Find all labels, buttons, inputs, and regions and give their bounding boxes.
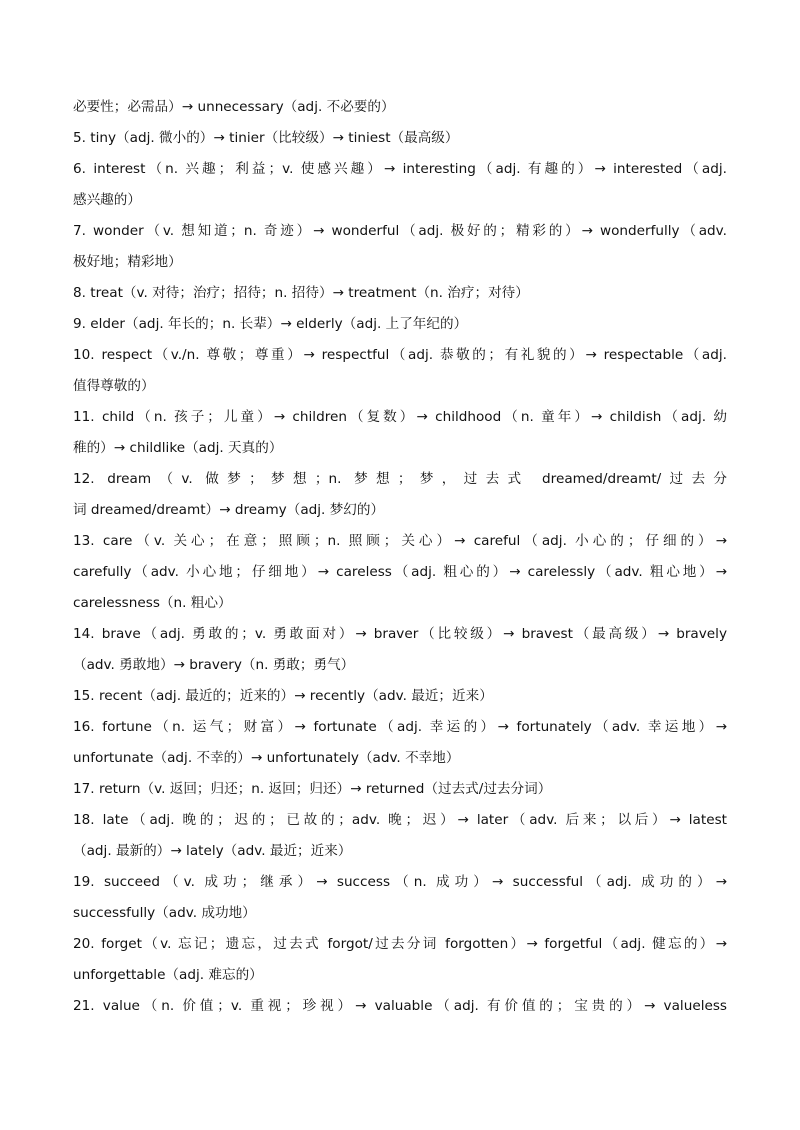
text-line: 6. interest（n. 兴趣；利益；v. 使感兴趣）→ interesting（adj. 有趣的）→ interested（adj. xyxy=(73,161,727,177)
text-line: unfortunate（adj. 不幸的）→ unfortunately（adv. 不幸地） xyxy=(73,750,460,766)
text-line: 16. fortune（n. 运气；财富）→ fortunate（adj. 幸运的）→ fortunately（adv. 幸运地）→ xyxy=(73,719,727,735)
text-line: 12. dream（v. 做梦；梦想；n. 梦想；梦，过去式 dreamed/dreamt/过去分 xyxy=(73,471,727,487)
text-line: 感兴趣的） xyxy=(73,192,141,208)
text-line: 14. brave（adj. 勇敢的；v. 勇敢面对）→ braver（比较级）→ bravest（最高级）→ bravely xyxy=(73,626,727,642)
text-line: carefully（adv. 小心地；仔细地）→ careless（adj. 粗心的）→ carelessly（adv. 粗心地）→ xyxy=(73,564,727,580)
text-line: successfully（adv. 成功地） xyxy=(73,905,256,921)
text-line: unforgettable（adj. 难忘的） xyxy=(73,967,263,983)
text-line: 8. treat（v. 对待；治疗；招待；n. 招待）→ treatment（n. 治疗；对待） xyxy=(73,285,529,301)
text-line: carelessness（n. 粗心） xyxy=(73,595,232,611)
vocabulary-list xyxy=(73,92,727,1022)
text-line: 13. care（v. 关心；在意；照顾；n. 照顾；关心）→ careful（adj. 小心的；仔细的）→ xyxy=(73,533,727,549)
text-line: 15. recent（adj. 最近的；近来的）→ recently（adv. 最近；近来） xyxy=(73,688,493,704)
text-line: 21. value（n. 价值；v. 重视；珍视）→ valuable（adj. 有价值的；宝贵的）→ valueless xyxy=(73,998,727,1014)
text-line: （adj. 最新的）→ lately（adv. 最近；近来） xyxy=(73,843,352,859)
text-line: 值得尊敬的） xyxy=(73,378,155,394)
text-line: 极好地；精彩地） xyxy=(73,254,182,270)
text-line: 词 dreamed/dreamt）→ dreamy（adj. 梦幻的） xyxy=(73,502,385,518)
text-line: 10. respect（v./n. 尊敬；尊重）→ respectful（adj. 恭敬的；有礼貌的）→ respectable（adj. xyxy=(73,347,727,363)
text-line: 20. forget（v. 忘记；遗忘，过去式 forgot/过去分词 forgotten）→ forgetful（adj. 健忘的）→ xyxy=(73,936,727,952)
text-line: 9. elder（adj. 年长的；n. 长辈）→ elderly（adj. 上了年纪的） xyxy=(73,316,468,332)
text-line: 7. wonder（v. 想知道；n. 奇迹）→ wonderful（adj. 极好的；精彩的）→ wonderfully（adv. xyxy=(73,223,727,239)
text-line: 17. return（v. 返回；归还；n. 返回；归还）→ returned（过去式/过去分词） xyxy=(73,781,552,797)
text-line: （adv. 勇敢地）→ bravery（n. 勇敢；勇气） xyxy=(73,657,355,673)
text-line: 11. child（n. 孩子；儿童）→ children（复数）→ childhood（n. 童年）→ childish（adj. 幼 xyxy=(73,409,727,425)
text-line: 稚的）→ childlike（adj. 天真的） xyxy=(73,440,283,456)
text-line: 必要性；必需品）→ unnecessary（adj. 不必要的） xyxy=(73,99,395,115)
text-line: 18. late（adj. 晚的；迟的；已故的；adv. 晚；迟）→ later（adv. 后来；以后）→ latest xyxy=(73,812,727,828)
text-line: 19. succeed（v. 成功；继承）→ success（n. 成功）→ successful（adj. 成功的）→ xyxy=(73,874,727,890)
text-line: 5. tiny（adj. 微小的）→ tinier（比较级）→ tiniest（最高级） xyxy=(73,130,459,146)
